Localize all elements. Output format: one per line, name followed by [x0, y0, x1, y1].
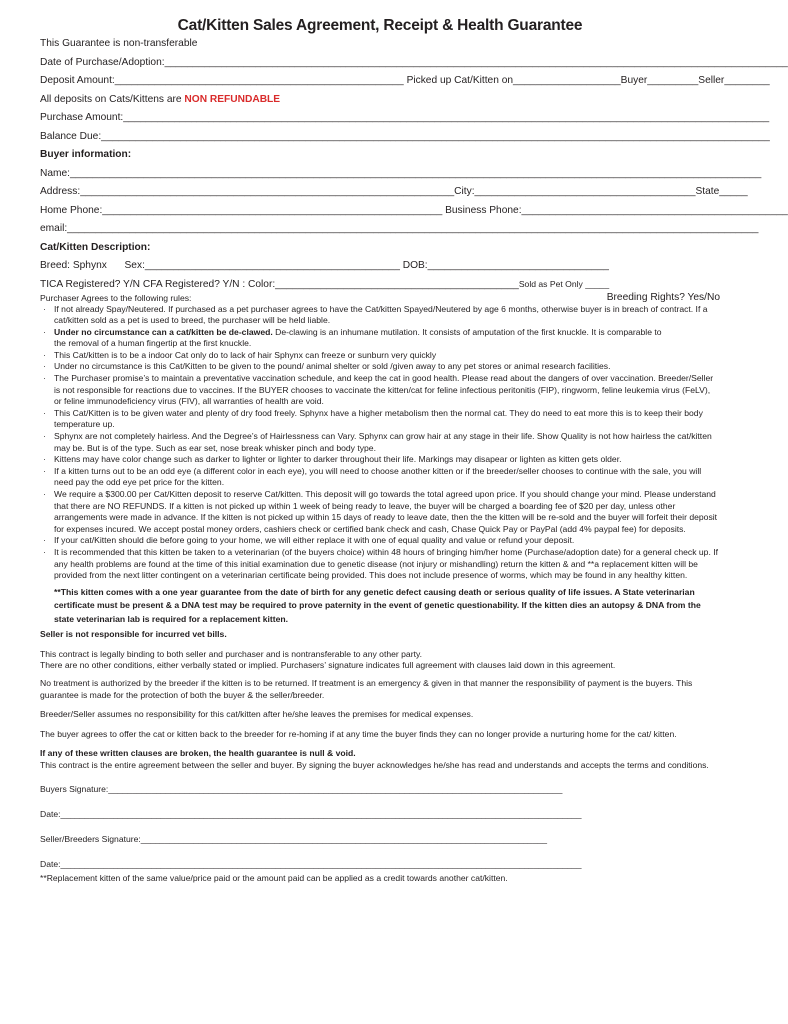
name-field[interactable]: Name:__________________________________________________________________________________________________________________________	[40, 167, 762, 179]
document-title: Cat/Kitten Sales Agreement, Receipt & Health Guarantee	[177, 17, 583, 34]
date-of-purchase-field[interactable]: Date of Purchase/Adoption:______________________________________________________________________________________________________________	[40, 56, 788, 68]
rules-heading: Purchaser Agrees to the following rules:	[40, 292, 192, 303]
non-refundable-label: NON REFUNDABLE	[184, 93, 281, 105]
email-field[interactable]: email:__________________________________________________________________________________________________________________________	[40, 223, 759, 234]
rules-list	[40, 304, 720, 582]
description-heading: Cat/Kitten Description:	[40, 241, 151, 253]
home-phone-field[interactable]: Home Phone:____________________________________________________________	[40, 204, 443, 216]
breeder-responsibility-clause: Breeder/Seller assumes no responsibility for this cat/kitten after he/she leaves the premises for medical expenses.	[40, 709, 474, 720]
replacement-footnote: **Replacement kitten of the same value/price paid or the amount paid can be applied as a credit towards another cat/kitten.	[40, 872, 508, 883]
registration-color-field[interactable]: TICA Registered? Y/N CFA Registered? Y/N : Color:___________________________________________	[40, 278, 519, 290]
rule-item: · Kittens may have color change such as darker to lighter or lighter to darker throughout their life. Markings may disapear or lighten as kitten gets older.	[40, 454, 720, 466]
vet-bills-notice: Seller is not responsible for incurred vet bills.	[40, 629, 227, 640]
declaw-bold-text: Under no circumstance can a cat/kitten be de-clawed.	[54, 326, 273, 337]
no-other-conditions-clause: There are no other conditions, either verbally stated or implied. Purchasers’ signature indicates full agreement with clauses laid down in this agreement.	[40, 660, 616, 671]
rule-item: · Under no circumstance is this Cat/Kitten to be given to the pound/ animal shelter or sold /given away to any pet stores or animal research facilities.	[40, 361, 720, 373]
purchase-amount-field[interactable]: Purchase Amount:__________________________________________________________________________________________________________________	[40, 112, 770, 123]
declaw-text: De-clawing is an inhumane mutilation. It consists of amputation of the first knuckle. It is comparable to	[272, 326, 662, 337]
rule-item: · This Cat/Kitten is to be given water and plenty of dry food freely. Sphynx have a higher metabolism then the normal cat. They do need to eat more this is to keep their body temperature up.	[40, 408, 720, 431]
business-phone-field[interactable]: Business Phone:_______________________________________________	[445, 204, 788, 216]
breed-row	[40, 259, 720, 272]
legally-binding-clause: This contract is legally binding to both seller and purchaser and is nontransferable to any other party.	[40, 648, 423, 659]
rule-item-declaw	[40, 327, 720, 350]
deposit-policy-text: All deposits on Cats/Kittens are	[40, 93, 182, 105]
rule-item: · If not already Spay/Neutered. If purchased as a pet purchaser agrees to have the Cat/kitten Spayed/Neutered by age 6 months, otherwise buyer is in breach of contract. If a cat/kitten sold as a pet is used to breed, the purchaser will be held liable.	[40, 304, 720, 327]
seller-date-field[interactable]: Date:_____________________________________________________________________________________________________________	[40, 858, 582, 869]
rule-item: · If your cat/Kitten should die before going to your home, we will either replace it with one of equal quality and value or refund your deposit.	[40, 535, 720, 547]
no-treatment-clause: No treatment is authorized by the breeder if the kitten is to be returned. If treatment is an emergency & given in that manner the responsibility of payment is the buyers. This guarantee is made for the protection of both the buyer & the seller/breeder.	[40, 678, 693, 700]
sold-as-pet-field[interactable]: Sold as Pet Only _____	[518, 278, 610, 289]
seller-signature-field[interactable]: Seller/Breeders Signature:_____________________________________________________________________________________	[40, 833, 548, 844]
sex-field[interactable]: Sex:_____________________________________________	[124, 260, 400, 271]
agreement-document	[40, 17, 788, 884]
rule-item: · We require a $300.00 per Cat/Kitten deposit to reserve Cat/kitten. This deposit will go towards the total agreed upon price. If you should change your mind. Please understand that there are NO REFUNDS. If a kitten is not picked up within 1 week of being ready to leave, the buyer will be charged a boarding fee of $20 per day, unless other arrangements were made in advance. If the kitten is not picked up within 15 days of ready to leave date, then the the kitten will be re-sold and the buyer will forfeit their deposit for expenses incured. We accept postal money orders, cashiers check or certified bank check and cash, Chase Quick Pay or PayPal (add 4% paypal fee) for deposits.	[40, 489, 720, 535]
breeding-rights-field[interactable]: Breeding Rights? Yes/No	[606, 291, 720, 303]
buyer-signature-field[interactable]: Buyers Signature:_______________________________________________________________________________________________	[40, 783, 563, 794]
genetic-guarantee: **This kitten comes with a one year guarantee from the date of birth for any genetic defect causing death or serious quality of life issues. A State veterinarian certificate must be present & a DNA test may be required to prove paternity in the event of genetic questionability. If the kitten dies an autopsy & DNA from the state veterinarian lab is required for a replacement kitten.	[54, 586, 701, 624]
deposit-amount-field[interactable]: Deposit Amount:___________________________________________________	[40, 75, 404, 86]
phone-row	[40, 204, 788, 217]
buyer-date-field[interactable]: Date:_____________________________________________________________________________________________________________	[40, 808, 582, 819]
breed-label: Breed: Sphynx	[40, 260, 107, 271]
rule-item: · This Cat/kitten is to be a indoor Cat only do to lack of hair Sphynx can freeze or sunburn very quickly	[40, 350, 720, 362]
deposit-row	[40, 74, 770, 87]
rule-item: · The Purchaser promise’s to maintain a preventative vaccination schedule, and keep the cat in good health. Please read about the dangers of over vaccination. Breeder/Seller is not responsible for reactions due to vaccines. If the BUYER chooses to vaccinate the kitten/cat for feline infectious peritonitis (FIP), ringworm, feline leukemia virus (FeLV), or feline immunodeficiency virus (FIV), all warranties of health are void.	[40, 373, 720, 408]
non-transferable-note: This Guarantee is non-transferable	[40, 38, 198, 49]
dob-field[interactable]: DOB:________________________________	[402, 260, 609, 271]
rule-item: · If a kitten turns out to be an odd eye (a different color in each eye), you will need to choose another kitten or if the breeder/seller chooses to continue with the sale, you will need pay the odd eye pet price for the kitten.	[40, 466, 720, 489]
entire-agreement-clause: This contract is the entire agreement between the seller and buyer. By signing the buyer acknowledges he/she has read and understands and accepts the terms and conditions.	[40, 760, 709, 770]
deposit-policy	[40, 93, 720, 106]
pickup-field[interactable]: Picked up Cat/Kitten on___________________Buyer_________Seller________	[406, 75, 770, 86]
rule-item: · It is recommended that this kitten be taken to a veterinarian (of the buyers choice) within 48 hours of bringing him/her home (Purchase/adoption date) for a general check up. If any health problems are found at the time of this initial examination due to genetic disease (not injury or mishandling) return the kitten & and **a replacement kitten will be provided from the next litter contingent on a veterinarian certificate being provided. This does not include presence of worms, which may be found in any healthy kitten.	[40, 547, 720, 582]
balance-due-field[interactable]: Balance Due:______________________________________________________________________________________________________________________	[40, 130, 770, 142]
address-field[interactable]: Address:__________________________________________________________________City:_______________________________________State_____	[40, 186, 748, 197]
buyer-information-heading: Buyer information:	[40, 149, 132, 160]
rehoming-clause: The buyer agrees to offer the cat or kitten back to the breeder for re-homing if at any time the buyer finds they can no longer provide a nurturing home for the cat/ kitten.	[40, 728, 677, 739]
null-void-clause: If any of these written clauses are broken, the health guarantee is null & void.	[40, 748, 356, 759]
declaw-text-continued: the removal of a human fingertip at the first knuckle.	[54, 338, 252, 349]
rule-item: · Sphynx are not completely hairless. And the Degree’s of Hairlessness can Vary. Sphynx can grow hair at any stage in their life. Show Quality is not how hairless the cat/kitten may be. But is of the type. Such as ear set, nose break whisker pinch and body type.	[40, 431, 720, 454]
